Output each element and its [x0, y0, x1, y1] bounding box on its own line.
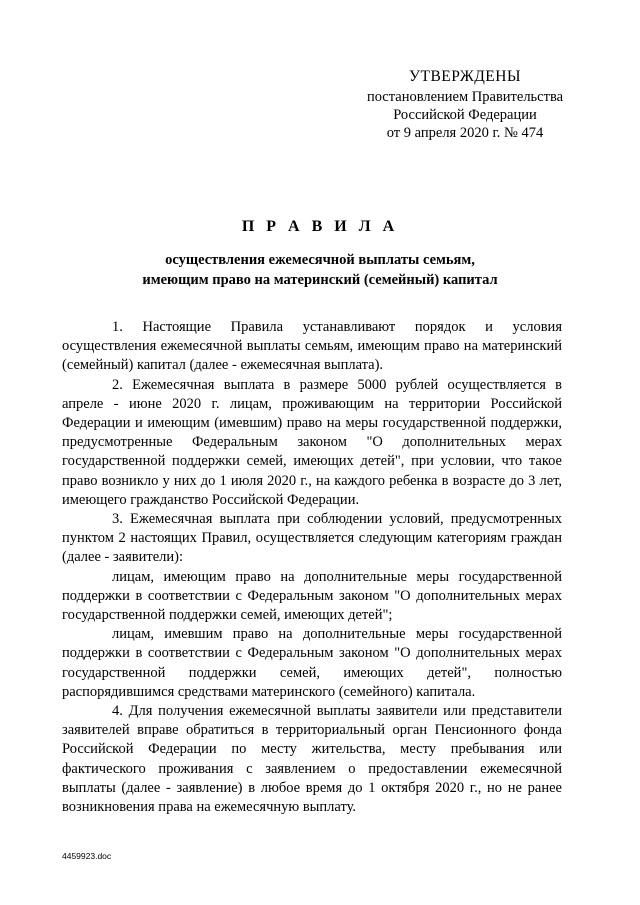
approval-line-2: Российской Федерации — [393, 107, 537, 123]
paragraph-3-item-2: лицам, имевшим право на дополнительные меры государственной поддержки в соответствии с Федеральным законом "О дополнительных мерах государственной поддержки семей, имеющих детей", полностью распорядившимся средствами материнского (семейного) капитала. — [62, 626, 562, 700]
title-subtitle-line-2: имеющим право на материнский (семейный) капитал — [142, 272, 498, 288]
paragraph-2: 2. Ежемесячная выплата в размере 5000 рублей осуществляется в апреле - июне 2020 г. лицам, проживающим на территории Российской Федерации и имеющим (имевшим) право на меры государственной поддержки, предусмотренные Федеральным законом "О дополнительных мерах государственной поддержки семей, имеющих детей", при условии, что такое право возникло у них до 1 июля 2020 г., на каждого ребенка в возрасте до 3 лет, имеющего гражданство Российской Федерации. — [62, 376, 562, 508]
approval-line-3: от 9 апреля 2020 г. № 474 — [386, 125, 544, 141]
document-body — [62, 318, 562, 817]
file-reference: 4459923.doc — [62, 851, 112, 861]
document-title — [0, 218, 640, 290]
approval-line-1: постановлением Правительства — [366, 89, 564, 105]
paragraph-1: 1. Настоящие Правила устанавливают порядок и условия осуществления ежемесячной выплаты семьям, имеющим право на материнский (семейный) капитал (далее - ежемесячная выплата). — [62, 319, 562, 374]
approval-block — [350, 68, 580, 142]
approval-heading: УТВЕРЖДЕНЫ — [409, 68, 521, 85]
paragraph-3-item-1: лицам, имеющим право на дополнительные меры государственной поддержки в соответствии с Федеральным законом "О дополнительных мерах государственной поддержки семей, имеющих детей"; — [62, 568, 562, 624]
paragraph-3: 3. Ежемесячная выплата при соблюдении условий, предусмотренных пунктом 2 настоящих Правил, осуществляется следующим категориям граждан (далее - заявители): — [62, 511, 562, 566]
title-main: П Р А В И Л А — [241, 218, 399, 235]
title-subtitle-line-1: осуществления ежемесячной выплаты семьям, — [165, 252, 475, 268]
paragraph-4: 4. Для получения ежемесячной выплаты заявители или представители заявителей вправе обратиться в территориальный орган Пенсионного фонда Российской Федерации по месту жительства, месту пребывания или фактического проживания с заявлением о предоставлении ежемесячной выплаты (далее - заявление) в любое время до 1 октября 2020 г., но не ранее возникновения права на ежемесячную выплату. — [62, 703, 562, 816]
